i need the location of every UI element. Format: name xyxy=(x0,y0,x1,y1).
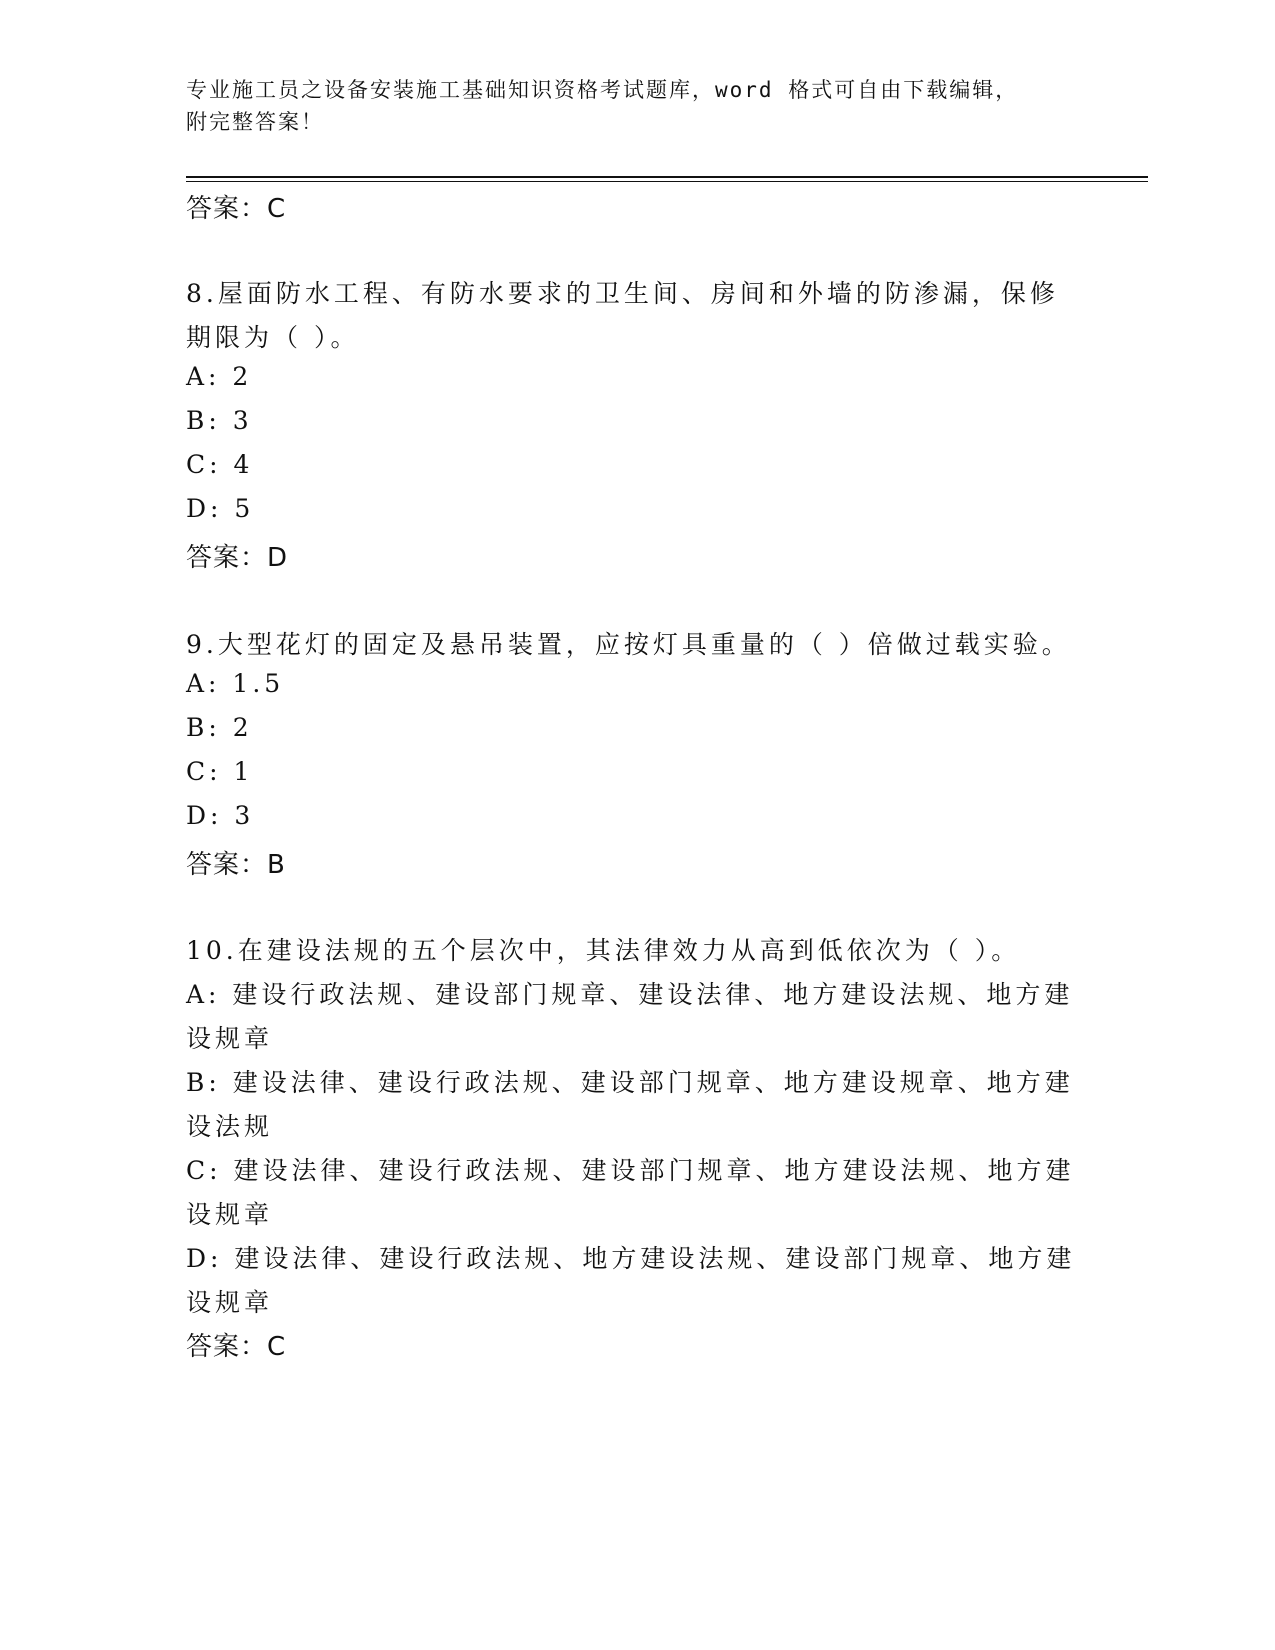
q10-option-c-line-2: 设规章 xyxy=(186,1200,274,1229)
q8-stem-line-1: 8.屋面防水工程、有防水要求的卫生间、房间和外墙的防渗漏，保修 xyxy=(186,279,1059,308)
q10-option-a-line-2: 设规章 xyxy=(186,1024,274,1053)
header-line-1: 专业施工员之设备安装施工基础知识资格考试题库，word 格式可自由下载编辑， xyxy=(186,78,1019,102)
q9-option-d: D: 3 xyxy=(186,801,255,830)
q8-option-b: B: 3 xyxy=(186,406,253,435)
q10-option-b-line-1: B: 建设法律、建设行政法规、建设部门规章、地方建设规章、地方建 xyxy=(186,1068,1074,1097)
q8-option-c: C: 4 xyxy=(186,450,254,479)
q7-answer: 答案：C xyxy=(186,194,287,224)
q10-stem: 10.在建设法规的五个层次中，其法律效力从高到低依次为（ ）。 xyxy=(186,936,1021,965)
q9-option-a: A: 1.5 xyxy=(186,669,285,698)
q10-answer: 答案：C xyxy=(186,1332,287,1362)
header-rule-thin xyxy=(186,181,1148,182)
q10-option-a-line-1: A: 建设行政法规、建设部门规章、建设法律、地方建设法规、地方建 xyxy=(186,980,1074,1009)
q9-option-c: C: 1 xyxy=(186,757,254,786)
q9-option-b: B: 2 xyxy=(186,713,253,742)
header-line-2: 附完整答案！ xyxy=(186,110,324,134)
q8-stem-line-2: 期限为（ ）。 xyxy=(186,323,360,352)
q8-option-a: A: 2 xyxy=(186,362,253,391)
document-header xyxy=(186,74,1066,138)
header-rule-thick xyxy=(186,176,1148,178)
q10-option-d-line-1: D: 建设法律、建设行政法规、地方建设法规、建设部门规章、地方建 xyxy=(186,1244,1076,1273)
q8-option-d: D: 5 xyxy=(186,494,255,523)
q10-option-d-line-2: 设规章 xyxy=(186,1288,274,1317)
q10-option-c-line-1: C: 建设法律、建设行政法规、建设部门规章、地方建设法规、地方建 xyxy=(186,1156,1075,1185)
q8-answer: 答案：D xyxy=(186,543,289,573)
q9-stem: 9.大型花灯的固定及悬吊装置，应按灯具重量的（ ）倍做过载实验。 xyxy=(186,630,1071,659)
q9-answer: 答案：B xyxy=(186,850,286,880)
q10-option-b-line-2: 设法规 xyxy=(186,1112,274,1141)
